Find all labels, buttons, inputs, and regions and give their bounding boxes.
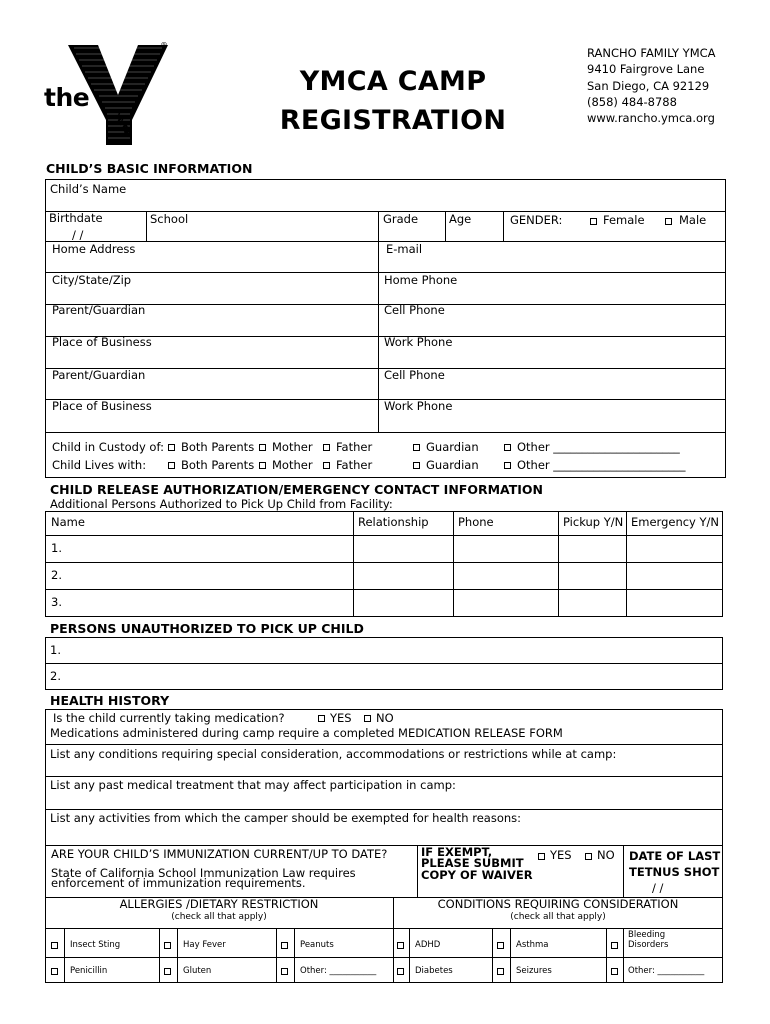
- female-checkbox[interactable]: [590, 218, 597, 225]
- lives-mother-label: Mother: [272, 458, 313, 472]
- penicillin-checkbox[interactable]: [51, 968, 58, 975]
- custody-both-label: Both Parents: [181, 440, 255, 454]
- adhd-checkbox[interactable]: [397, 942, 404, 949]
- immunization-yes-checkbox[interactable]: [538, 853, 545, 860]
- custody-both-checkbox[interactable]: [168, 444, 175, 451]
- home-phone-label: Home Phone: [384, 273, 458, 287]
- male-label: Male: [679, 213, 707, 227]
- asthma-label: Asthma: [516, 940, 549, 950]
- tetanus-date-slashes[interactable]: / /: [652, 881, 664, 895]
- custody-father-label: Father: [336, 440, 373, 454]
- parent1-label: Parent/Guardian: [52, 303, 146, 317]
- gluten-checkbox[interactable]: [164, 968, 171, 975]
- birthdate-slashes[interactable]: / /: [72, 228, 84, 242]
- gender-label: GENDER:: [510, 213, 563, 227]
- custody-other-checkbox[interactable]: [504, 444, 511, 451]
- conditions-label: List any conditions requiring special consideration, accommodations or restrictions while at camp:: [50, 747, 617, 761]
- exempted-label: List any activities from which the camper should be exempted for health reasons:: [50, 811, 522, 825]
- lives-other-checkbox[interactable]: [504, 462, 511, 469]
- section-title-unauthorized: PERSONS UNAUTHORIZED TO PICK UP CHILD: [50, 621, 364, 636]
- hay-fever-label: Hay Fever: [183, 940, 226, 950]
- lives-both-label: Both Parents: [181, 458, 255, 472]
- medication-yes-checkbox[interactable]: [318, 715, 325, 722]
- childs-name-field[interactable]: [45, 179, 726, 212]
- custody-label: Child in Custody of:: [52, 440, 164, 454]
- other-allergy-checkbox[interactable]: [281, 968, 288, 975]
- insect-sting-label: Insect Sting: [70, 940, 121, 950]
- conditions-subtitle: (check all that apply): [510, 912, 606, 922]
- lives-father-label: Father: [336, 458, 373, 472]
- age-label: Age: [449, 212, 472, 226]
- gluten-label: Gluten: [183, 966, 212, 976]
- immunization-note-1: State of California School Immunization Law requires: [51, 866, 356, 880]
- lives-guardian-checkbox[interactable]: [413, 462, 420, 469]
- asthma-checkbox[interactable]: [497, 942, 504, 949]
- medication-no-checkbox[interactable]: [364, 715, 371, 722]
- school-label: School: [150, 212, 189, 226]
- title-line-2: REGISTRATION: [279, 105, 507, 136]
- date-last-line-2: TETNUS SHOT: [629, 865, 720, 879]
- medication-yes-label: YES: [330, 711, 352, 725]
- address-line: San Diego, CA 92129: [587, 78, 710, 93]
- address-line: RANCHO FAMILY YMCA: [587, 46, 716, 60]
- parent2-label: Parent/Guardian: [52, 368, 146, 382]
- lives-father-checkbox[interactable]: [323, 462, 330, 469]
- conditions-title: CONDITIONS REQUIRING CONSIDERATION: [437, 897, 679, 911]
- lives-mother-checkbox[interactable]: [259, 462, 266, 469]
- immunization-no-checkbox[interactable]: [585, 853, 592, 860]
- allergies-subtitle: (check all that apply): [171, 912, 267, 922]
- lives-guardian-label: Guardian: [426, 458, 479, 472]
- col-pickup: Pickup Y/N: [563, 515, 624, 529]
- col-emergency: Emergency Y/N: [631, 515, 720, 529]
- female-label: Female: [603, 213, 645, 227]
- exempt-line-2: PLEASE SUBMIT: [421, 856, 524, 870]
- work2-label: Work Phone: [384, 399, 453, 413]
- exempt-line-1: IF EXEMPT,: [421, 845, 493, 859]
- table-row[interactable]: 1.: [50, 643, 61, 657]
- home-address-label: Home Address: [52, 242, 136, 256]
- immunization-no-label: NO: [597, 848, 615, 862]
- other-condition-label[interactable]: Other: ___________: [628, 966, 705, 976]
- section-title-health: HEALTH HISTORY: [50, 693, 170, 708]
- seizures-checkbox[interactable]: [497, 968, 504, 975]
- adhd-label: ADHD: [415, 940, 441, 950]
- title-line-1: YMCA CAMP: [299, 66, 487, 97]
- business2-label: Place of Business: [52, 399, 152, 413]
- childs-name-label: Child’s Name: [50, 182, 127, 196]
- immunization-note-2: enforcement of immunization requirements.: [51, 876, 306, 890]
- business1-label: Place of Business: [52, 335, 152, 349]
- custody-mother-label: Mother: [272, 440, 313, 454]
- address-line: www.rancho.ymca.org: [587, 111, 715, 126]
- medication-note: Medications administered during camp require a completed MEDICATION RELEASE FORM: [50, 726, 563, 740]
- email-label: E-mail: [386, 242, 423, 256]
- custody-other-label[interactable]: Other ______________________: [517, 440, 680, 454]
- custody-father-checkbox[interactable]: [323, 444, 330, 451]
- other-allergy-label[interactable]: Other: ___________: [300, 966, 377, 976]
- bleeding-label-1: Bleeding: [628, 930, 666, 940]
- exempt-line-3: COPY OF WAIVER: [421, 868, 533, 882]
- immunization-question: ARE YOUR CHILD’S IMMUNIZATION CURRENT/UP TO DATE?: [51, 847, 388, 861]
- logo-inner-text: YMCA: [112, 110, 133, 139]
- hay-fever-checkbox[interactable]: [164, 942, 171, 949]
- date-last-line-1: DATE OF LAST: [629, 849, 721, 863]
- table-row[interactable]: 2.: [50, 669, 61, 683]
- page-title: [268, 62, 518, 140]
- cell2-label: Cell Phone: [384, 368, 445, 382]
- section-title-release: CHILD RELEASE AUTHORIZATION/EMERGENCY CONTACT INFORMATION: [50, 482, 543, 497]
- address-line: (858) 484-8788: [587, 94, 677, 109]
- city-label: City/State/Zip: [52, 273, 132, 287]
- custody-guardian-label: Guardian: [426, 440, 479, 454]
- bleeding-label-2: Disorders: [628, 940, 669, 950]
- lives-other-label[interactable]: Other _______________________: [517, 458, 686, 472]
- bleeding-checkbox[interactable]: [611, 942, 618, 949]
- facility-address: [587, 45, 716, 126]
- allergies-title: ALLERGIES /DIETARY RESTRICTION: [119, 897, 319, 911]
- col-phone: Phone: [458, 515, 494, 529]
- custody-guardian-checkbox[interactable]: [413, 444, 420, 451]
- table-row[interactable]: 3.: [51, 595, 62, 609]
- immunization-yes-label: YES: [550, 848, 572, 862]
- seizures-label: Seizures: [516, 966, 552, 976]
- penicillin-label: Penicillin: [70, 966, 108, 976]
- custody-mother-checkbox[interactable]: [259, 444, 266, 451]
- work1-label: Work Phone: [384, 335, 453, 349]
- diabetes-label: Diabetes: [415, 966, 453, 976]
- col-relationship: Relationship: [358, 515, 429, 529]
- cell1-label: Cell Phone: [384, 303, 445, 317]
- table-row[interactable]: 2.: [51, 568, 62, 582]
- insect-sting-checkbox[interactable]: [51, 942, 58, 949]
- logo-word: the: [44, 83, 90, 112]
- peanuts-label: Peanuts: [300, 940, 334, 950]
- lives-both-checkbox[interactable]: [168, 462, 175, 469]
- peanuts-checkbox[interactable]: [281, 942, 288, 949]
- release-subtitle: Additional Persons Authorized to Pick Up Child from Facility:: [50, 497, 393, 511]
- medication-no-label: NO: [376, 711, 394, 725]
- medication-question: Is the child currently taking medication?: [53, 711, 285, 725]
- diabetes-checkbox[interactable]: [397, 968, 404, 975]
- registered-mark: ®: [160, 41, 168, 50]
- male-checkbox[interactable]: [665, 218, 672, 225]
- table-row[interactable]: 1.: [51, 541, 62, 555]
- lives-label: Child Lives with:: [52, 458, 147, 472]
- address-line: 9410 Fairgrove Lane: [587, 62, 705, 77]
- grade-label: Grade: [383, 212, 419, 226]
- other-condition-checkbox[interactable]: [611, 968, 618, 975]
- birthdate-label: Birthdate: [49, 211, 103, 225]
- col-name: Name: [51, 515, 85, 529]
- section-title-basic: CHILD’S BASIC INFORMATION: [46, 161, 253, 176]
- past-treatment-label: List any past medical treatment that may affect participation in camp:: [50, 778, 456, 792]
